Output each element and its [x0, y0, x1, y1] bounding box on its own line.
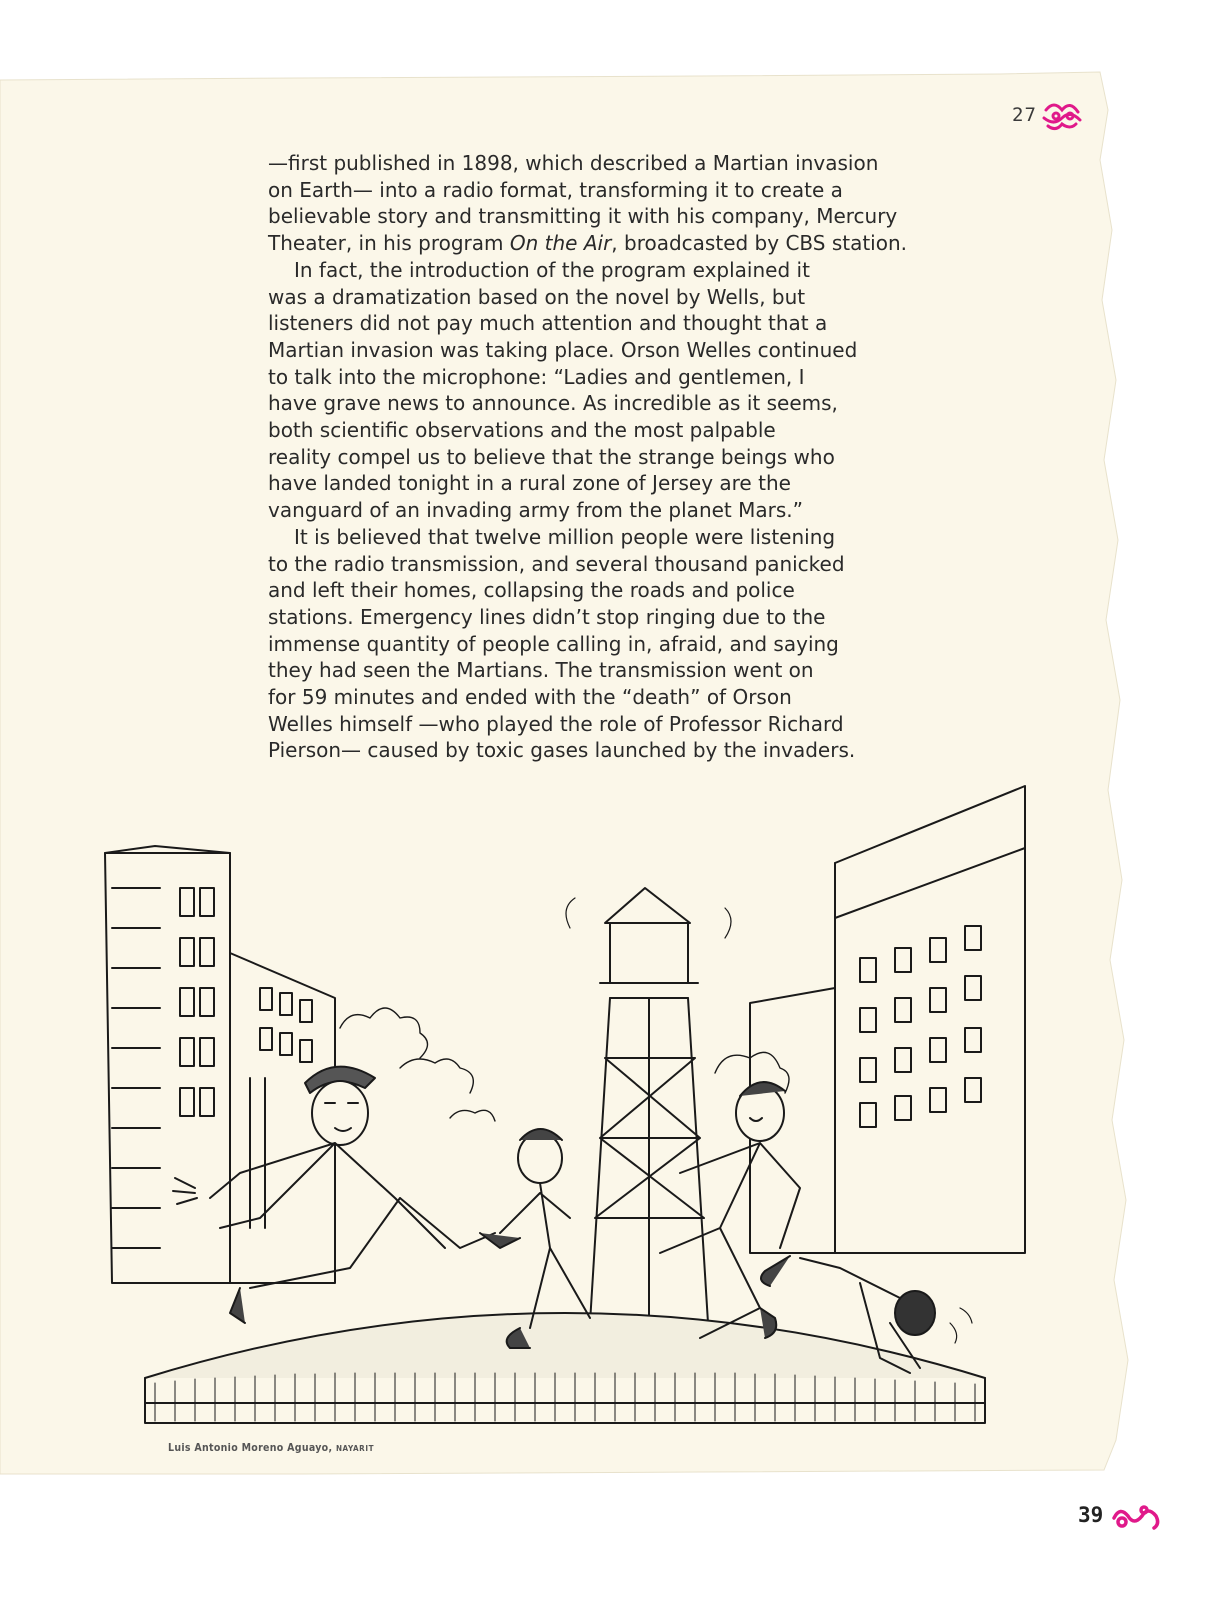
text-line: stations. Emergency lines didn’t stop ringing due to the: [268, 604, 826, 629]
text-line: believable story and transmitting it with his company, Mercury: [268, 204, 898, 229]
smoke-clouds: [340, 1008, 789, 1121]
text-line: It is believed that twelve million people were listening: [294, 524, 836, 549]
illustration-caption: [168, 1442, 374, 1454]
text-line: listeners did not pay much attention and thought that a: [268, 311, 828, 336]
article-body: [268, 150, 948, 764]
text-line: have grave news to announce. As incredible as it seems,: [268, 391, 838, 416]
paragraph-2: [268, 257, 948, 524]
text-line: Martian invasion was taking place. Orson Welles continued: [268, 337, 858, 362]
text-line: on Earth— into a radio format, transforming it to create a: [268, 177, 843, 202]
text-line: reality compel us to believe that the strange beings who: [268, 444, 835, 469]
text-line: In fact, the introduction of the program explained it: [294, 257, 810, 282]
street-panic-illustration: [100, 778, 1030, 1433]
text-line: to talk into the microphone: “Ladies and gentlemen, I: [268, 364, 805, 389]
water-tower: [566, 888, 731, 1323]
inner-page-number: 27: [1012, 104, 1037, 126]
text-line: have landed tonight in a rural zone of Jersey are the: [268, 471, 791, 496]
text-line: was a dramatization based on the novel by Wells, but: [268, 284, 806, 309]
text-line: —first published in 1898, which described a Martian invasion: [268, 151, 879, 175]
illustrator-name: Luis Antonio Moreno Aguayo,: [168, 1442, 333, 1454]
text-line: immense quantity of people calling in, afraid, and saying: [268, 631, 839, 656]
text-line: vanguard of an invading army from the planet Mars.”: [268, 498, 803, 523]
magazine-logo-icon: [1110, 1502, 1162, 1532]
text-line: [268, 230, 948, 257]
text-line: for 59 minutes and ended with the “death” of Orson: [268, 685, 792, 710]
right-building: [750, 786, 1025, 1253]
text-segment: Theater, in his program: [268, 231, 510, 256]
text-line: they had seen the Martians. The transmission went on: [268, 658, 814, 683]
text-line: to the radio transmission, and several thousand panicked: [268, 551, 845, 576]
paragraph-1: [268, 150, 948, 257]
magazine-logo-icon: [1040, 98, 1084, 134]
program-title: On the Air: [509, 231, 612, 256]
text-line: Pierson— caused by toxic gases launched by the invaders.: [268, 738, 856, 763]
text-line: Welles himself —who played the role of Professor Richard: [268, 711, 844, 736]
paragraph-3: [268, 524, 948, 764]
illustrator-place: NAYARIT: [335, 1444, 375, 1453]
street: [145, 1313, 985, 1423]
text-line: both scientific observations and the most palpable: [268, 418, 776, 443]
left-building: [105, 846, 230, 1283]
outer-page-number: 39: [1078, 1503, 1104, 1527]
text-line: and left their homes, collapsing the roads and police: [268, 578, 795, 603]
text-segment: , broadcasted by CBS station.: [611, 231, 908, 256]
